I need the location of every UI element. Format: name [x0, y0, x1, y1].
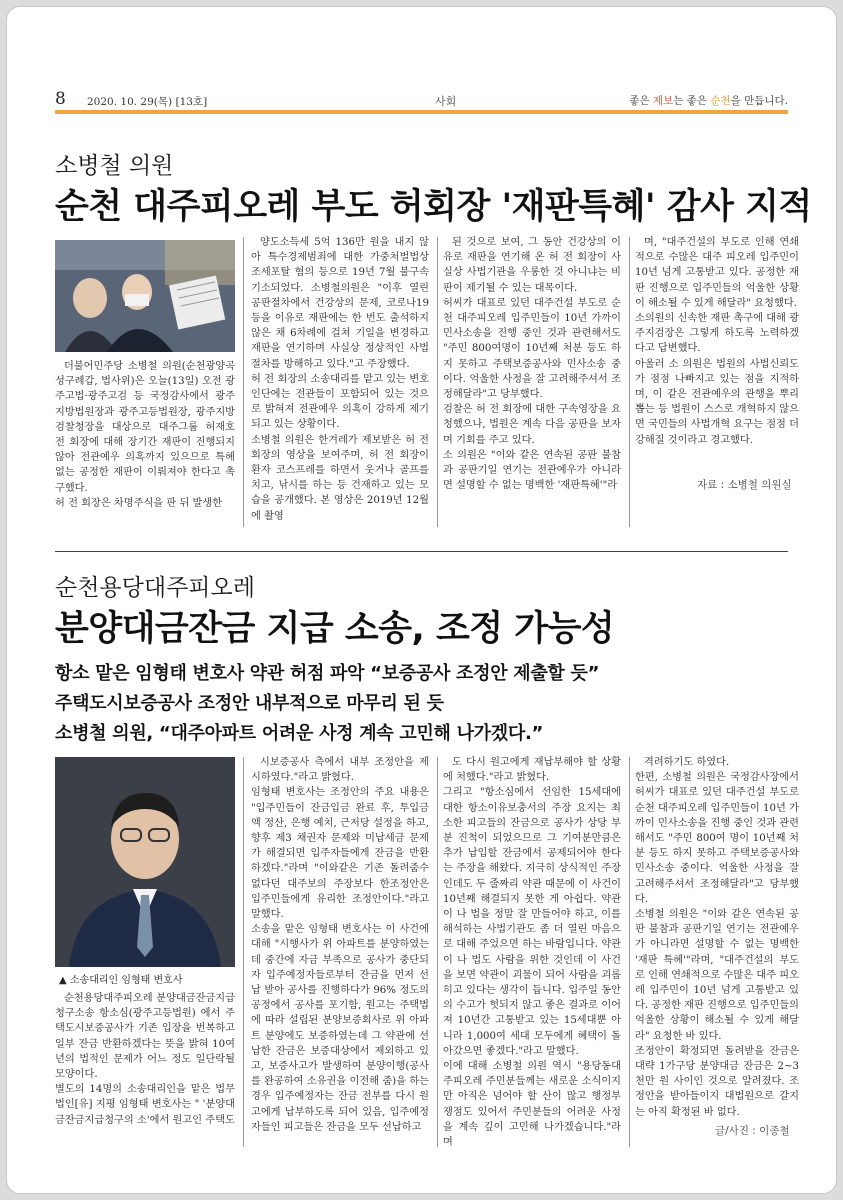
article2-kicker: 순천용당대주피오레: [55, 575, 255, 601]
section-name: 사회: [435, 95, 457, 108]
article2-credit: 글/사진 : 이종철: [715, 1125, 790, 1137]
article2-headline: 분양대금잔금 지급 소송, 조정 가능성: [55, 609, 615, 649]
article1-col1-text: 더불어민주당 소병철 의원(순천광양곡성구례갑, 법사위)은 오늘(13일) 오전 광주고법·광주고검 등 국정감사에서 광주지방법원장과 광주고등법원장, 광주지방검찰청장을 대상으로 대주그룹 허재호 전 회장에 대해 장기간 재판이 진행되지 않아 전관예우 의혹까지 있으므로 특혜없는 공정한 재판이 이뤄져야 한다고 촉구했다. 허 전 회장은 차명주식을 판 뒤 발생한: [55, 361, 235, 509]
article1-col3: [443, 235, 621, 531]
article1-credit: 자료 : 소병철 의원실: [697, 479, 792, 491]
article2-subheading-2: 주택도시보증공사 조정안 내부적으로 마무리 된 듯: [55, 693, 444, 714]
header-rule: [55, 110, 788, 114]
article2-photo-caption: ▲ 소송대리인 임형태 변호사: [59, 975, 183, 986]
article1-headline: 순천 대주피오레 부도 허회장 '재판특혜' 감사 지적: [55, 187, 812, 227]
column-rule: [243, 757, 244, 1147]
issue-date: 2020. 10. 29(목) [13호]: [87, 96, 208, 108]
article2-col2-text: 시보증공사 측에서 내부 조정안을 제시하였다."라고 밝혔다. 임형태 변호사는 조정안의 주요 내용은 "입주민들이 잔금입금 완료 후, 투입금액 정산, 은행 예치, 근저당 설정을 하고, 향후 제3 채권자 문제와 미납세금 문제가 해결되면 입주자들에게 잔금을 반환하겠다."라며 "이와같은 기존 돌려줌수 없다던 대주보의 주장보다 한조정안은 입주민들에게 유리한 조정안이다."라고 말했다. 소송을 맡은 임형태 변호사는 이 사건에 대해 "시행사가 위 아파트를 분양하였는데 중간에 자금 부족으로 공사가 중단되자 입주예정자들로부터 잔금을 먼저 선납 받아 공사를 진행하다가 96% 정도의 공정에서 공사를 포기함, 원고는 주택법에 따라 설립된 분양보증회사로 위 아파트 분양에도 보증하였는데 그 약관에 선납한 잔금은 보증대상에서 제외하고 있고, 보증사고가 발생하여 분양이행(공사를 완공하여 소유권을 이전해 줌)을 하는 경우 입주예정자는 잔금 전부를 다시 원고에게 납부하도록 되어 있음, 입주예정자들인 피고들은 잔금을 모두 선납하고: [251, 757, 429, 1133]
column-rule: [437, 757, 438, 1147]
article-divider: [55, 551, 788, 552]
article2-col1-text: 순천용당대주피오레 분양대금잔금지급청구소송 항소심(광주고등법원) 에서 주택도시보증공사가 기존 입장을 번복하고 일부 잔금 반환하겠다는 뜻을 밝혀 10여 년의 법적인 문제가 어느 정도 일단락될 모양이다. 별도의 14명의 소송대리인을 맡은 법무법인[유] 지평 임형태 변호사는 " '분양대금잔금지급청구의 소'에서 원고인 주택도: [55, 993, 235, 1126]
article1-col1: [55, 359, 235, 527]
article2-subheading-1: 항소 맡은 임형태 변호사 약관 허점 파악 “보증공사 조정안 제출할 듯”: [55, 663, 600, 684]
page-number: 8: [55, 89, 66, 109]
article2-col2: [251, 755, 429, 1151]
column-rule: [629, 237, 630, 527]
article1-col4: [635, 235, 799, 467]
slogan-part: 는 좋은: [673, 95, 711, 107]
column-rule: [629, 757, 630, 1147]
newspaper-page: [6, 6, 837, 1194]
article1-col2-text: 양도소득세 5억 136만 원을 내지 않아 특수경제범죄에 대한 가중처벌법상 조세포탈 혐의 등으로 19년 7월 불구속기소되었다. 소병철의원은 "이후 열린 공판절차에서 건강상의 문제, 코로나19 등을 이유로 재판에는 한 번도 출석하지 않은 채 6차례에 걸쳐 기일을 변경하고 재판을 연기하며 사실상 정상적인 사법절차를 방해하고 있다."고 주장했다. 허 전 회장의 소송대리를 맡고 있는 변호인단에는 전관들이 포함되어 있는 것으로 밝혀져 전관예우 의혹이 강하게 제기되고 있는 상황이다. 소병철 의원은 한겨레가 제보받은 허 전 회장의 영상을 보여주며, 허 전 회장이 환자 코스프레를 하면서 웃거나 골프를 치고, 낚시를 하는 등 건재하고 있는 모습을 공개했다. 본 영상은 2019년 12월에 촬영: [251, 237, 429, 522]
slogan-part: 좋은: [629, 95, 653, 107]
article1-kicker: 소병철 의원: [55, 153, 174, 179]
article1-col2: [251, 235, 429, 531]
article2-col4: [635, 755, 799, 1118]
slogan-red: 제보: [652, 95, 674, 107]
article2-col3: [443, 755, 621, 1151]
slogan-part: 을 만듭니다.: [730, 95, 788, 107]
slogan: [629, 93, 788, 108]
article2-col1: [55, 991, 235, 1151]
article2-col4-text: 격려하기도 하였다. 한편, 소병철 의원은 국정감사장에서 허씨가 대표로 있던 대주건설 부도로 순천 대주피오레 입주민들이 10년 가까이 민사소송을 진행 중인 것과 관련해서도 "주민 800여 명이 10년째 처분 등도 하지 못하고 주택보증공사와 민사소송 중이다. 억울한 사정을 잘 고려해주셔서 조정해달라"고 당부했다. 소병철 의원은 "이와 같은 연속된 공판 불참과 공판기일 연기는 전관예우가 아니라면 설명할 수 없는 명백한 '재판 특혜'"라며, "대주건설의 부도로 인해 연쇄적으로 수많은 대주 피오레 입주민이 10년 넘게 고통받고 있다. 공정한 재판 진행으로 입주민들의 억울한 상황이 해소될 수 있게 해달라" 요청한 바 있다. 조정안이 확정되면 돌려받을 잔금은 대략 1가구당 분양대금 잔금은 2~3천만 원 사이인 것으로 알려졌다. 조정안을 받아들이지 대법원으로 갈지는 아직 확정된 바 없다.: [635, 757, 799, 1118]
slogan-orange: 순천: [710, 95, 731, 107]
article2-col3-text: 도 다시 원고에게 재납부해야 할 상황에 처했다."라고 밝혔다. 그리고 "항소심에서 선임한 15세대에 대한 항소이유보충서의 주장 요지는 최소한 피고들의 잔금으로 공사가 상당 부분 진척이 되었으므로 그 기여분만큼은 추가 납입할 잔금에서 공제되어야 한다는 주장을 해왔다. 지극히 상식적인 주장인데도 두 줄짜리 약관 때문에 이 사건이 10년째 해결되지 못한 게 아쉽다. 약관이 나 법을 정말 잘 만들어야 하고, 이를 해석하는 사법기관도 좀 더 열린 마음으로 대해 주었으면 하는 바람입니다. 약관이 나 법도 사람을 위한 것인데 이 사건을 보면 약관이 괴물이 되어 사람을 괴롭히고 있다는 생각이 듭니다. 입주일 동안의 수고가 헛되지 않고 좋은 결과로 이어져 10년간 고통받고 있는 15세대뿐 아니라 1,000여 세대 모두에게 혜택이 돌아갔으면 좋겠다."라고 말했다. 이에 대해 소병철 의원 역시 "용당동대주피오레 주민분들께는 새로운 소식이지만 아직은 넘어야 할 산이 많고 행정부 쟁점도 있어서 주민분들의 어려운 사정을 계속 깊이 고민해 나가겠습니다."라며: [443, 757, 621, 1149]
column-rule: [437, 237, 438, 527]
article2-subheading-3: 소병철 의원, “대주아파트 어려운 사정 계속 고민해 나가겠다.”: [55, 723, 544, 744]
article1-col4-text: 며, "대주건설의 부도로 인해 연쇄적으로 수많은 대주 피오레 입주민이 10년 넘게 고통받고 있다. 공정한 재판 진행으로 입주민들의 억울한 상황이 해소될 수 있게 해달라" 요청했다. 소의원의 신속한 재판 촉구에 대해 광주지검장은 그렇게 하도록 노력하겠다고 답변했다. 아울러 소 의원은 법원의 사법신뢰도가 점점 나빠지고 있는 점을 지적하며, 이 같은 전관예우의 관행을 뿌리 뽑는 등 법원이 스스로 개혁하지 않으면 국민들의 사법개혁 요구는 점점 더 강해질 것이라고 경고했다.: [635, 237, 799, 446]
column-rule: [243, 237, 244, 527]
article2-photo: [55, 757, 235, 967]
page-header: [55, 89, 788, 111]
article1-col3-text: 된 것으로 보여, 그 동안 건강상의 이유로 재판을 연기해 온 허 전 회장이 사실상 사법기관을 우롱한 것 아니냐는 비판이 제기될 수 있는 대목이다. 허씨가 대표로 있던 대주건설 부도로 순천 대주피오레 입주민들이 10년 가까이 민사소송을 진행 중인 것과 관련해서도 "주민 800여명이 10년째 처분 등도 하지 못하고 주택보증공사와 민사소송 중이다. 억울한 사정을 잘 고려해주셔서 조정해달라"고 당부했다. 검찰은 허 전 회장에 대한 구속영장을 요청했으나, 법원은 계속 다음 공판을 보자며 기회를 주고 있다. 소 의원은 "이와 같은 연속된 공판 불참과 공판기일 연기는 전관예우가 아니라면 설명할 수 없는 명백한 '재판특혜'"라: [443, 237, 621, 492]
article1-photo: [55, 240, 235, 352]
